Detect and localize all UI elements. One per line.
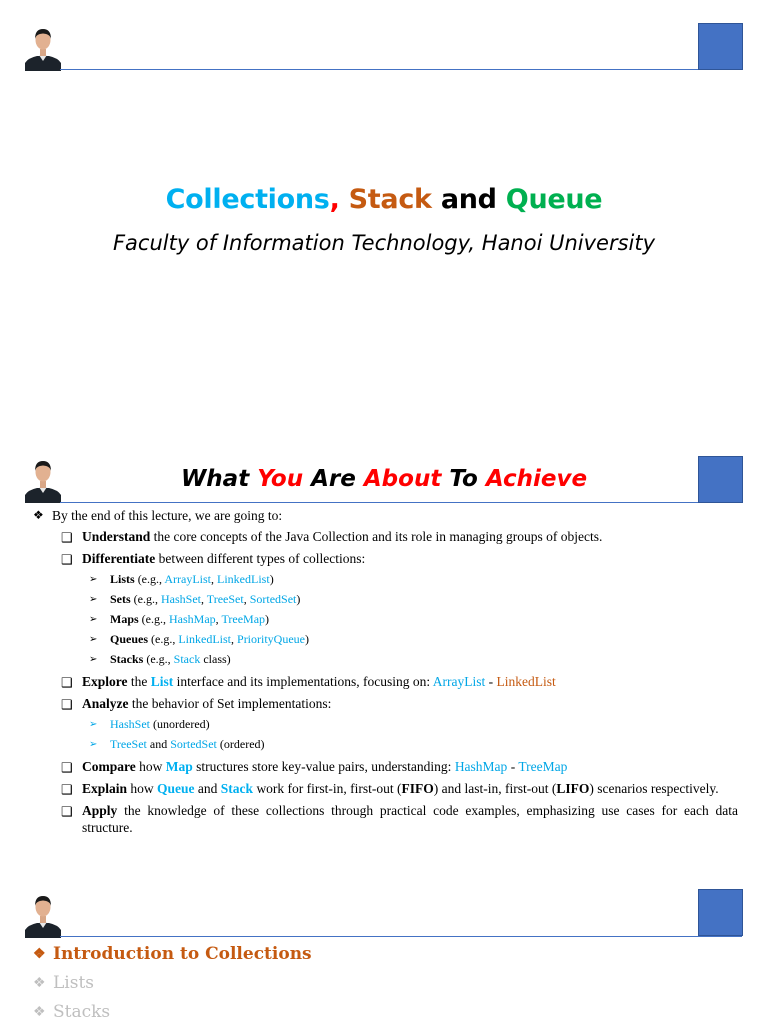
diamond-bullet-icon: ❖ — [33, 508, 44, 522]
objective-explore: ❑ Explore the List interface and its implementations, focusing on: ArrayList - LinkedList — [61, 674, 556, 690]
objective-understand: ❑ Understand the core concepts of the Java Collection and its role in managing groups of objects. — [61, 529, 603, 545]
agenda-item-lists: ❖ Lists — [33, 969, 312, 998]
title-are: Are — [311, 466, 356, 492]
arrow-bullet-icon: ➢ — [89, 614, 98, 625]
sub-item-treeset: ➢ TreeSet and SortedSet (ordered) — [89, 737, 265, 751]
sub-item-queues: ➢ Queues (e.g., LinkedList, PriorityQueue) — [89, 632, 310, 646]
sub-item-hashset: ➢ HashSet (unordered) — [89, 717, 210, 731]
objectives-list — [30, 507, 738, 841]
title-to: To — [449, 466, 478, 492]
sub-item-stacks: ➢ Stacks (e.g., Stack class) — [89, 652, 231, 666]
objective-apply: ❑ Apply the knowledge of these collections through practical code examples, emphasizing use cases for each data structure. — [61, 803, 738, 835]
title-comma: , — [329, 184, 340, 215]
arrow-bullet-icon: ➢ — [89, 634, 98, 645]
checkbox-bullet-icon: ❑ — [61, 760, 73, 775]
sub-item-lists: ➢ Lists (e.g., ArrayList, LinkedList) — [89, 572, 274, 586]
checkbox-bullet-icon: ❑ — [61, 804, 73, 819]
agenda-slide — [0, 876, 768, 1024]
arrow-bullet-icon: ➢ — [89, 719, 98, 730]
title-achieve: Achieve — [485, 466, 588, 492]
sub-item-maps: ➢ Maps (e.g., HashMap, TreeMap) — [89, 612, 270, 626]
header-blue-square — [698, 889, 743, 936]
header-blue-square — [698, 23, 743, 70]
checkbox-bullet-icon: ❑ — [61, 552, 73, 567]
title-stack: Stack — [348, 184, 432, 215]
slide-subtitle: Faculty of Information Technology, Hanoi University — [112, 231, 656, 255]
checkbox-bullet-icon: ❑ — [61, 675, 73, 690]
diamond-bullet-icon: ❖ — [33, 946, 46, 962]
objectives-slide — [0, 438, 768, 876]
slide-title — [0, 184, 768, 215]
avatar-photo — [24, 25, 62, 71]
objective-analyze: ❑ Analyze the behavior of Set implementations: — [61, 696, 332, 712]
title-and: and — [440, 184, 497, 215]
intro-line: ❖ By the end of this lecture, we are going to: — [33, 508, 283, 523]
slide-title — [0, 466, 768, 492]
header-rule — [60, 502, 742, 503]
title-about: About — [363, 466, 442, 492]
diamond-bullet-icon: ❖ — [33, 1004, 46, 1020]
arrow-bullet-icon: ➢ — [89, 574, 98, 585]
title-collections: Collections — [165, 184, 330, 215]
sub-item-sets: ➢ Sets (e.g., HashSet, TreeSet, SortedSet) — [89, 592, 301, 606]
title-you: You — [257, 466, 304, 492]
agenda-list — [33, 940, 312, 1024]
checkbox-bullet-icon: ❑ — [61, 697, 73, 712]
arrow-bullet-icon: ➢ — [89, 594, 98, 605]
title-slide — [0, 0, 768, 438]
header-rule — [60, 69, 742, 70]
objective-differentiate: ❑ Differentiate between different types of collections: — [61, 551, 366, 567]
checkbox-bullet-icon: ❑ — [61, 530, 73, 545]
checkbox-bullet-icon: ❑ — [61, 782, 73, 797]
title-queue: Queue — [505, 184, 603, 215]
agenda-item-introduction: ❖ Introduction to Collections — [33, 940, 312, 969]
avatar-photo — [24, 892, 62, 938]
arrow-bullet-icon: ➢ — [89, 739, 98, 750]
title-what: What — [180, 466, 250, 492]
diamond-bullet-icon: ❖ — [33, 975, 46, 991]
header-rule — [60, 936, 742, 937]
agenda-item-stacks: ❖ Stacks — [33, 998, 312, 1024]
objective-explain: ❑ Explain how Queue and Stack work for first-in, first-out (FIFO) and last-in, first-out (LIFO) scenarios respectively. — [61, 781, 719, 797]
objective-compare: ❑ Compare how Map structures store key-value pairs, understanding: HashMap - TreeMap — [61, 759, 568, 775]
arrow-bullet-icon: ➢ — [89, 654, 98, 665]
